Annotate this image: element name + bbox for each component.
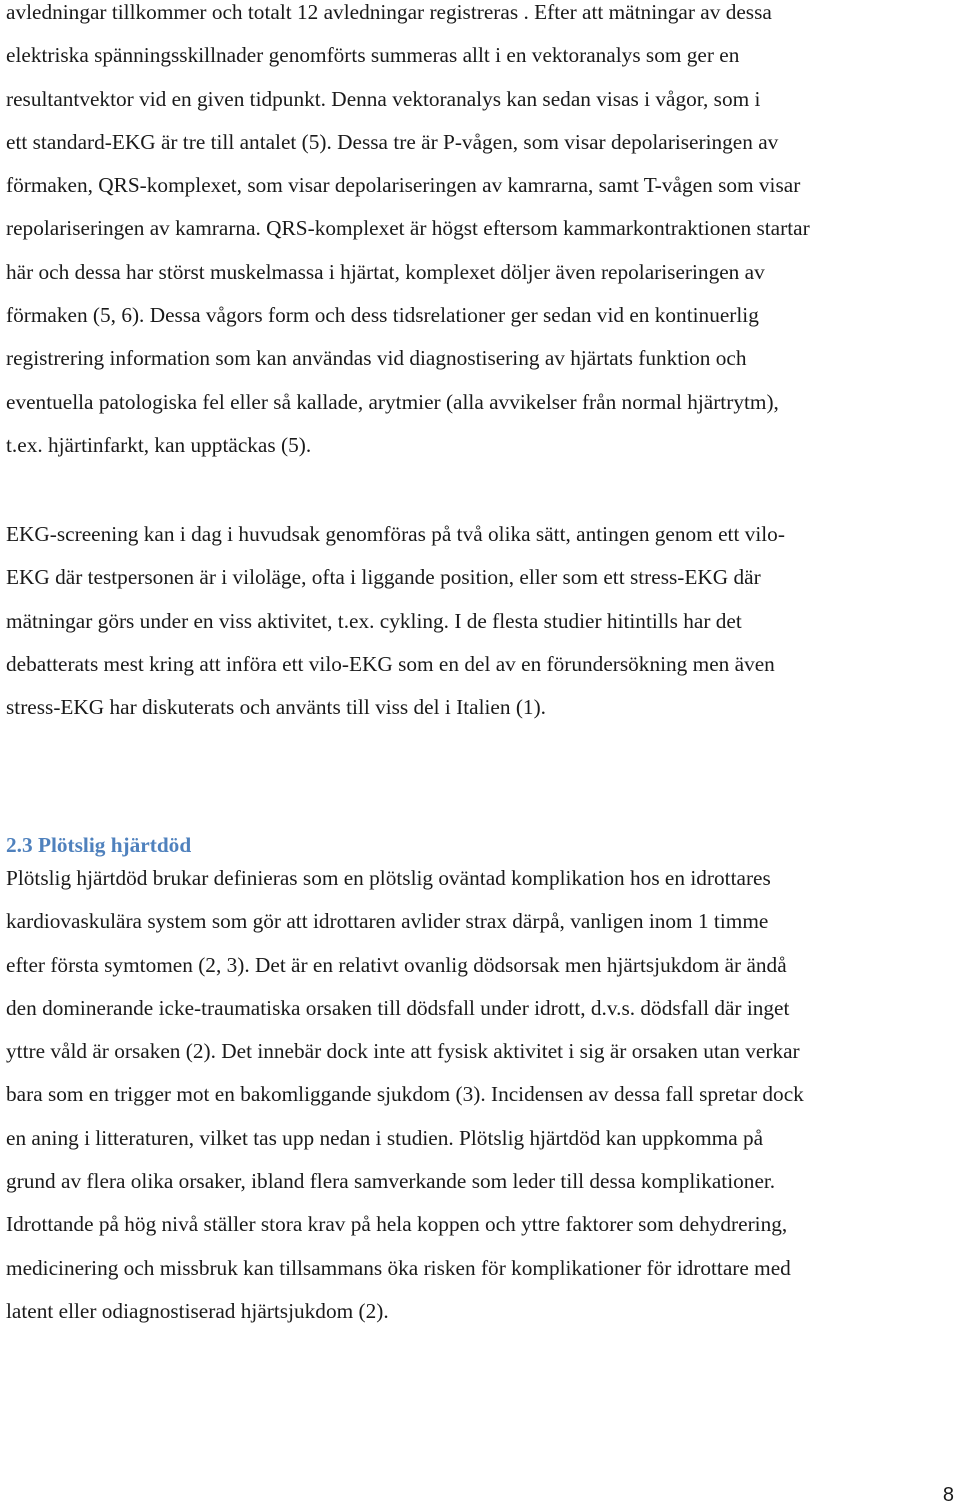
- text-line: registrering information som kan användas vid diagnostisering av hjärtats funktion och: [6, 346, 747, 371]
- text-line: medicinering och missbruk kan tillsammans öka risken för komplikationer för idrottare med: [6, 1255, 791, 1280]
- paragraph-vektoranalys: [6, 0, 958, 467]
- text-line: Idrottande på hög nivå ställer stora krav på hela koppen och yttre faktorer som dehydrering,: [6, 1212, 788, 1237]
- text-line: grund av flera olika orsaker, ibland flera samverkande som leder till dessa komplikationer.: [6, 1169, 776, 1194]
- text-line: EKG-screening kan i dag i huvudsak genomföras på två olika sätt, antingen genom ett vilo-: [6, 522, 785, 546]
- text-line: repolariseringen av kamrarna. QRS-komplexet är högst eftersom kammarkontraktionen startar: [6, 216, 810, 241]
- text-line: t.ex. hjärtinfarkt, kan upptäckas (5).: [6, 432, 312, 457]
- text-line: mätningar görs under en viss aktivitet, t.ex. cykling. I de flesta studier hitintills har det: [6, 608, 742, 633]
- text-line: förmaken, QRS-komplexet, som visar depolariseringen av kamrarna, samt T-vågen som visar: [6, 173, 801, 198]
- text-line: eventuella patologiska fel eller så kallade, arytmier (alla avvikelser från normal hjärtrytm),: [6, 389, 779, 414]
- text-line: debatterats mest kring att införa ett vilo-EKG som en del av en förundersökning men även: [6, 651, 775, 676]
- paragraph-ekg-screening: [6, 513, 958, 729]
- text-line: stress-EKG har diskuterats och använts till viss del i Italien (1).: [6, 695, 546, 720]
- text-line: avledningar tillkommer och totalt 12 avledningar registreras . Efter att mätningar av dessa: [6, 0, 772, 24]
- text-line: här och dessa har störst muskelmassa i hjärtat, komplexet döljer även repolariseringen av: [6, 259, 765, 284]
- text-line: den dominerande icke-traumatiska orsaken till dödsfall under idrott, d.v.s. dödsfall där inget: [6, 995, 790, 1020]
- text-line: ett standard-EKG är tre till antalet (5). Dessa tre är P-vågen, som visar depolariseringen av: [6, 129, 779, 154]
- page-number: 8: [942, 1484, 954, 1506]
- text-line: latent eller odiagnostiserad hjärtsjukdom (2).: [6, 1298, 389, 1323]
- text-line: efter första symtomen (2, 3). Det är en relativt ovanlig dödsorsak men hjärtsjukdom är ändå: [6, 952, 787, 977]
- text-line: kardiovaskulära system som gör att idrottaren avlider strax därpå, vanligen inom 1 timme: [6, 909, 769, 934]
- text-line: Plötslig hjärtdöd brukar definieras som en plötslig oväntad komplikation hos en idrottares: [6, 866, 771, 890]
- text-line: EKG där testpersonen är i viloläge, ofta i liggande position, eller som ett stress-EKG där: [6, 565, 761, 590]
- text-line: resultantvektor vid en given tidpunkt. Denna vektoranalys kan sedan visas i vågor, som i: [6, 86, 761, 111]
- text-line: förmaken (5, 6). Dessa vågors form och dess tidsrelationer ger sedan vid en kontinuerlig: [6, 303, 759, 328]
- text-line: yttre våld är orsaken (2). Det innebär dock inte att fysisk aktivitet i sig är orsaken utan verkar: [6, 1039, 800, 1064]
- paragraph-plotslig-hjartdod: [6, 857, 958, 1333]
- text-line: elektriska spänningsskillnader genomförts summeras allt i en vektoranalys som ger en: [6, 43, 740, 68]
- text-line: en aning i litteraturen, vilket tas upp nedan i studien. Plötslig hjärtdöd kan uppkomma på: [6, 1125, 764, 1150]
- section-heading: 2.3 Plötslig hjärtdöd: [6, 833, 192, 857]
- text-line: bara som en trigger mot en bakomliggande sjukdom (3). Incidensen av dessa fall spretar dock: [6, 1082, 804, 1107]
